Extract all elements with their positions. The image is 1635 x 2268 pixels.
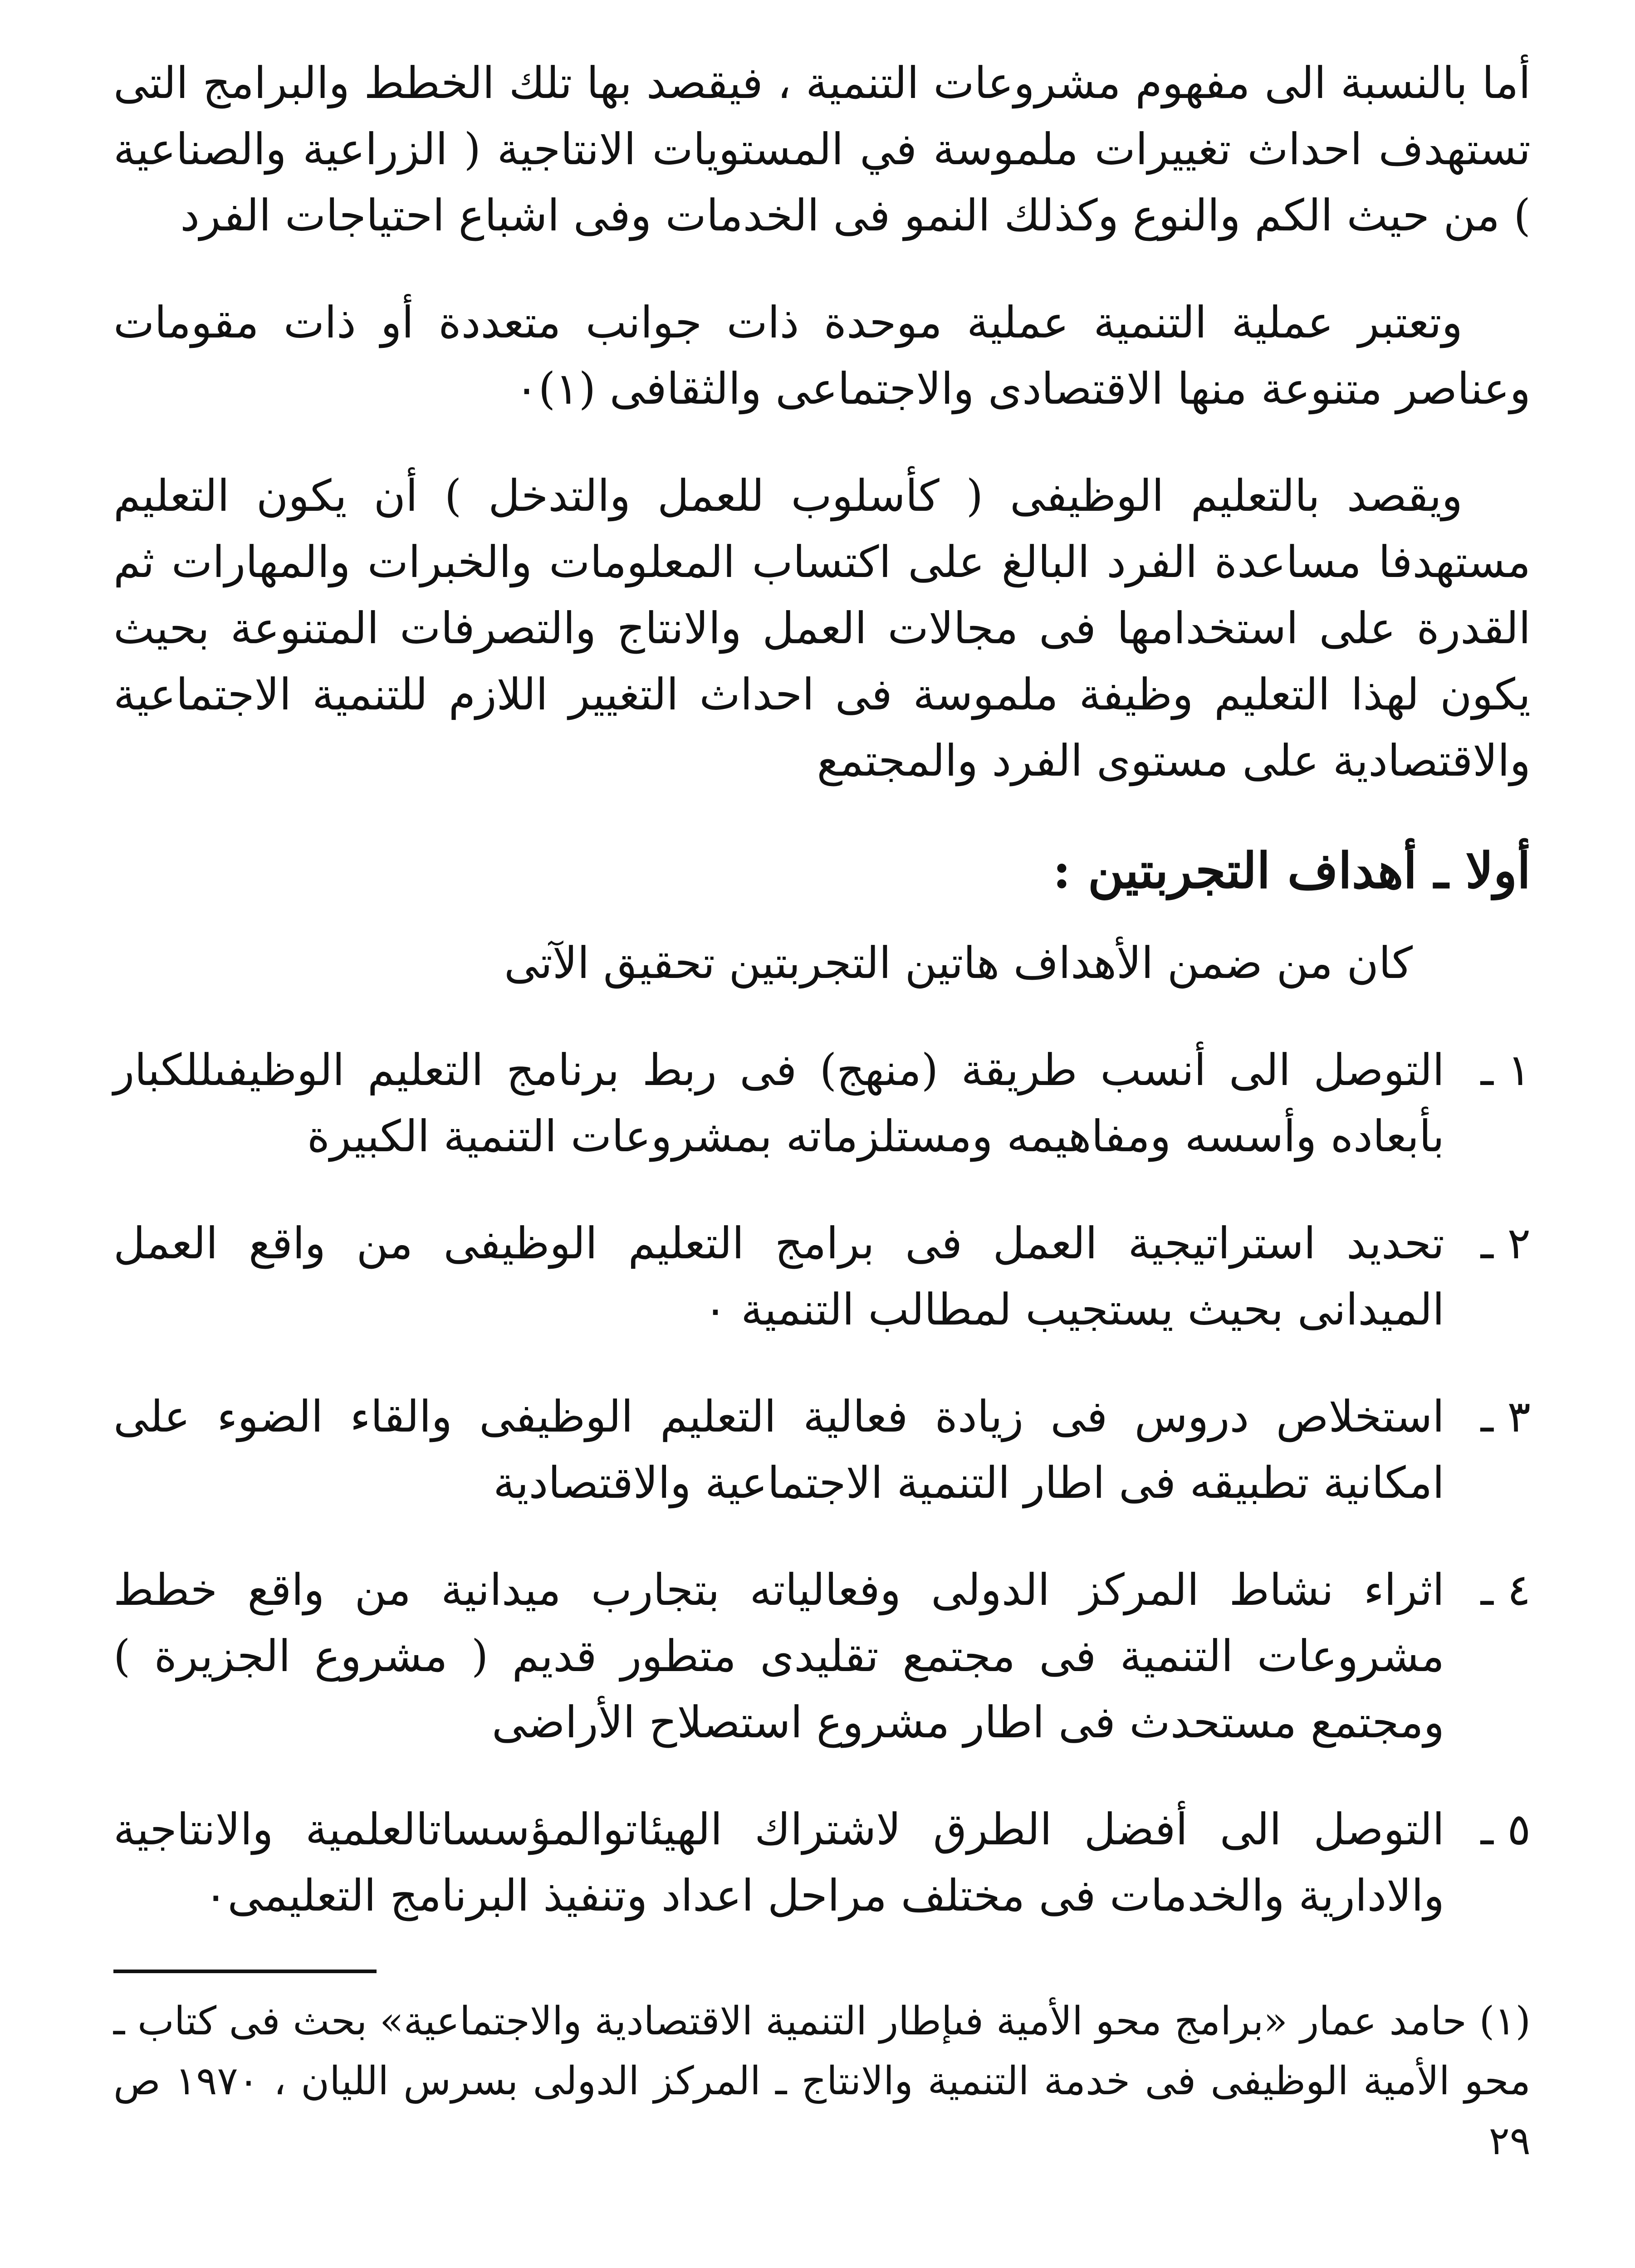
footnote-rule-wrap [113,1970,1531,1991]
spacer [113,422,1531,463]
objective-item [113,1210,1531,1343]
paragraph-development-process: وتعتبر عملية التنمية عملية موحدة ذات جوانب متعددة أو ذات مقومات وعناصر متنوعة منها الاقتصادى والاجتماعى والثقافى (١)٠ [113,297,1531,414]
spacer [113,1169,1531,1210]
objective-number: ٤ ـ [1480,1564,1531,1615]
paragraph-development-projects: أما بالنسبة الى مفهوم مشروعات التنمية ، فيقصد بها تلك الخطط والبرامج التى تستهدف احداث تغييرات ملموسة في المستويات الانتاجية ( الزراعية والصناعية ) من حيث الكم والنوع وكذلك النمو فى الخدمات وفى اشباع احتياجات الفرد [113,58,1531,241]
objective-text: اثراء نشاط المركز الدولى وفعالياته بتجارب ميدانية من واقع خطط مشروعات التنمية فى مجتمع تقليدى متطور قديم ( مشروع الجزيرة ) ومجتمع مستحدث فى اطار مشروع استصلاح الأراضى [113,1564,1445,1748]
objective-number: ٣ ـ [1480,1391,1531,1442]
objective-text: التوصل الى أفضل الطرق لاشتراك الهيئاتوالمؤسساتالعلمية والانتاجية والادارية والخدمات فى مختلف مراحل اعداد وتنفيذ البرنامج التعليمى٠ [113,1804,1444,1921]
objective-item [113,1037,1531,1169]
spacer [113,249,1531,289]
spacer [113,1755,1531,1796]
section-intro: كان من ضمن الأهداف هاتين التجربتين تحقيق الآتى [504,938,1413,988]
spacer [113,1343,1531,1383]
spacer [113,907,1531,930]
objective-text: التوصل الى أنسب طريقة (منهج) فى ربط برنامج التعليم الوظيفىللكبار بأبعاده وأسسه ومفاهيمه ومستلزماته بمشروعات التنمية الكبيرة [113,1045,1444,1162]
spacer [113,1516,1531,1557]
objective-item [113,1557,1531,1755]
objective-item [113,1383,1531,1516]
spacer [113,996,1531,1037]
paragraph-functional-education: ويقصد بالتعليم الوظيفى ( كأسلوب للعمل والتدخل ) أن يكون التعليم مستهدفا مساعدة الفرد البالغ على اكتساب المعلومات والخبرات والمهارات ثم القدرة على استخدامها فى مجالات العمل والانتاج والتصرفات المتنوعة بحيث يكون لهذا التعليم وظيفة ملموسة فى احداث التغيير اللازم للتنمية الاجتماعية والاقتصادية على مستوى الفرد والمجتمع [113,470,1531,786]
objective-text: استخلاص دروس فى زيادة فعالية التعليم الوظيفى والقاء الضوء على امكانية تطبيقه فى اطار التنمية الاجتماعية والاقتصادية [113,1391,1444,1508]
footnote: (١) حامد عمار «برامج محو الأمية فىإطار التنمية الاقتصادية والاجتماعية» بحث فى كتاب ـ محو الأمية الوظيفى فى خدمة التنمية والانتاج ـ المركز الدولى بسرس الليان ، ١٩٧٠ ص ٢٩ [113,1999,1531,2164]
spacer [113,794,1531,835]
objective-item [113,1796,1531,1929]
objective-number: ١ ـ [1480,1045,1531,1095]
footnote-divider [113,1970,377,1973]
spacer [113,1929,1531,1970]
objective-number: ٢ ـ [1480,1218,1531,1269]
objective-text: تحديد استراتيجية العمل فى برامج التعليم الوظيفى من واقع العمل الميدانى بحيث يستجيب لمطالب التنمية ٠ [113,1218,1444,1335]
objective-number: ٥ ـ [1480,1804,1531,1855]
page-body [113,50,1531,2171]
section-heading: أولا ـ أهداف التجربتين : [1052,842,1531,899]
